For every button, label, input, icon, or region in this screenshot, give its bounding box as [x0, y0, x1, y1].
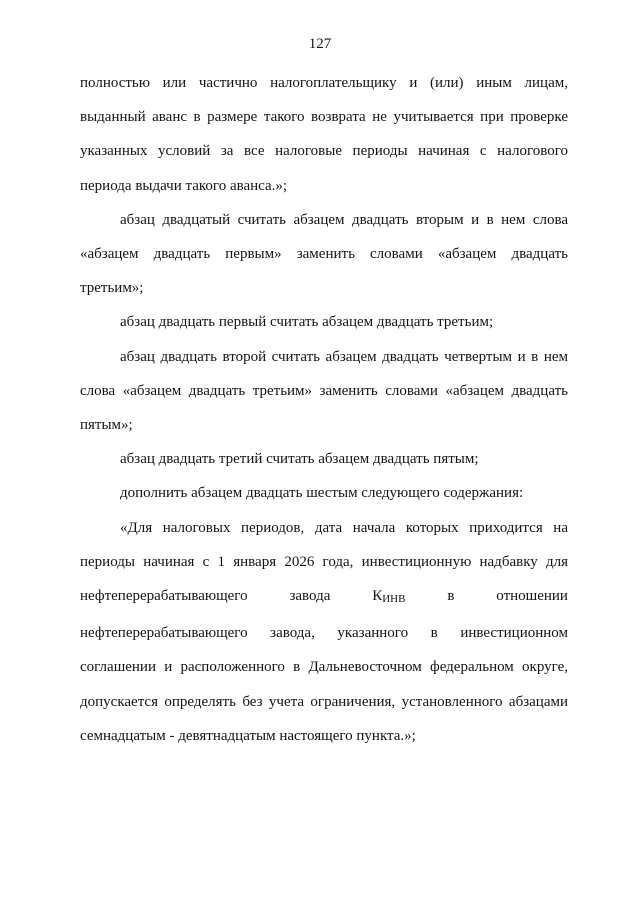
- text-line: пятым»;: [80, 417, 133, 434]
- text-line: третьим»;: [80, 280, 144, 297]
- paragraph-quoted-text: [80, 511, 568, 753]
- formula-symbol: К: [372, 588, 383, 605]
- paragraph-abzac-23: [80, 442, 568, 476]
- text-line: периоды начиная с 1 января 2026 года, инвестиционную надбавку для: [80, 553, 568, 570]
- text-line: допускается определять без учета ограничения, установленного абзацами: [80, 693, 568, 710]
- text-line: соглашении и расположенного в Дальневосточном федеральном округе,: [80, 659, 568, 676]
- text-word: нефтеперерабатывающего: [80, 588, 248, 605]
- text-line: семнадцатым - девятнадцатым настоящего пункта.»;: [80, 727, 416, 744]
- text-line: дополнить абзацем двадцать шестым следующего содержания:: [120, 485, 524, 502]
- text-word: отношении: [496, 588, 568, 605]
- text-line: слова «абзацем двадцать третьим» заменить словами «абзацем двадцать: [80, 382, 568, 399]
- page-number: 127: [308, 36, 332, 52]
- paragraph-continuation: [80, 66, 568, 203]
- text-line: абзац двадцать третий считать абзацем двадцать пятым;: [120, 451, 479, 468]
- text-line: указанных условий за все налоговые периоды начиная с налогового: [80, 143, 568, 160]
- text-line: абзац двадцатый считать абзацем двадцать вторым и в нем слова: [120, 211, 568, 228]
- paragraph-abzac-22: [80, 340, 568, 443]
- text-line-k-inv: [80, 579, 568, 616]
- paragraph-abzac-21: [80, 305, 568, 339]
- paragraph-abzac-20: [80, 203, 568, 306]
- text-line: абзац двадцать второй считать абзацем двадцать четвертым и в нем: [120, 348, 568, 365]
- text-line: «Для налоговых периодов, дата начала которых приходится на: [120, 519, 568, 536]
- paragraph-add-abzac-26: [80, 476, 568, 510]
- text-word: завода: [289, 588, 331, 605]
- text-line: выданный аванс в размере такого возврата не учитывается при проверке: [80, 109, 568, 126]
- text-line: нефтеперерабатывающего завода, указанного в инвестиционном: [80, 625, 568, 642]
- document-body: [80, 66, 568, 753]
- text-line: «абзацем двадцать первым» заменить словами «абзацем двадцать: [80, 246, 568, 263]
- text-line: абзац двадцать первый считать абзацем двадцать третьим;: [120, 314, 494, 331]
- text-word: в: [447, 588, 455, 605]
- formula-k-inv: [372, 579, 405, 616]
- formula-subscript: ИНВ: [382, 593, 406, 606]
- text-line: периода выдачи такого аванса.»;: [80, 177, 288, 194]
- text-line: полностью или частично налогоплательщику и (или) иным лицам,: [80, 75, 568, 91]
